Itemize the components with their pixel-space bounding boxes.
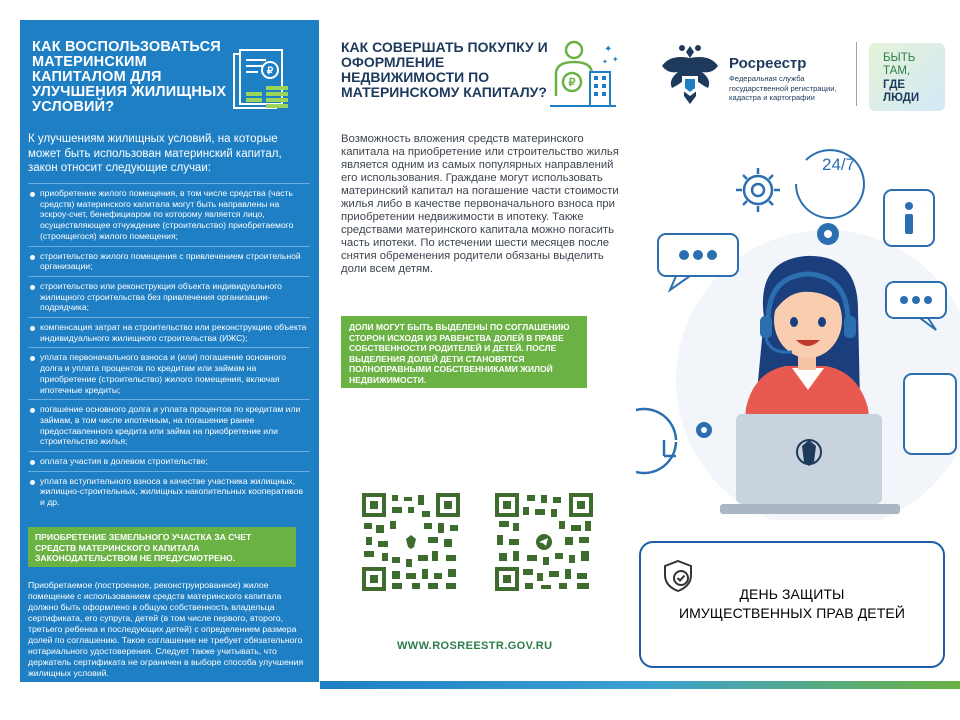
left-panel-title: КАК ВОСПОЛЬЗОВАТЬСЯ МАТЕРИНСКИМ КАПИТАЛОМ ДЛЯ УЛУЧШЕНИЯ ЖИЛИЩНЫХ УСЛОВИЙ? xyxy=(32,39,227,115)
svg-text:₽: ₽ xyxy=(568,77,576,89)
rosreestr-eagle-logo xyxy=(658,40,722,110)
qr-logo xyxy=(399,530,423,554)
card-title-line-2: ИМУЩЕСТВЕННЫХ ПРАВ ДЕТЕЙ xyxy=(679,605,905,621)
slogan-line: ГДЕ xyxy=(883,79,906,91)
left-bottom-text: Приобретаемое (построенное, реконструированное) жилое помещение с использованием средств материнского капитала должно быть оформлено в общую собственность владельца сертификата, его супруга, детей (в том числе первого, второго, третьего ребенка и последующих детей) с определением размера долей по соглашению. Такое соглашение не требует обязательного нотариального удостоверения. Следует также учитывать, что держатель сертификата не ограничен в выборе способа улучшения жилищных условий. xyxy=(28,580,304,678)
list-item: приобретение жилого помещения, в том числе средства (часть средств) материнского капитала могут быть направлены на эскроу-счет, бенефициаром по которому является лицо, осуществляющее отчуждение (строительство) приобретаемого (строящегося) жилого помещения; xyxy=(28,183,310,246)
org-subtitle: Федеральная служба государственной регистрации, кадастра и картографии xyxy=(729,74,837,102)
list-item: компенсация затрат на строительство или реконструкцию объекта индивидуального жилищного строительства (ИЖС); xyxy=(28,317,310,347)
list-item: строительство жилого помещения с привлечением строительной организации; xyxy=(28,246,310,276)
list-item: строительство или реконструкция объекта индивидуального жилищного строительства без привлечения организации-подрядчика; xyxy=(28,276,310,317)
list-item: уплата первоначального взноса и (или) погашение основного долга и уплата процентов по кредитам или займам на приобретение (строительство) жилого помещения, включая ипотечные кредиты; xyxy=(28,347,310,399)
svg-text:✦: ✦ xyxy=(602,58,608,66)
shares-notice: ДОЛИ МОГУТ БЫТЬ ВЫДЕЛЕНЫ ПО СОГЛАШЕНИЮ СТОРОН ИСХОДЯ ИЗ РАВЕНСТВА ДОЛЕЙ В ПРАВЕ СОБСТВЕННОСТИ РОДИТЕЛЕЙ И ДЕТЕЙ. ПОСЛЕ ВЫДЕЛЕНИЯ ДОЛЕЙ ДЕТИ СТАНОВЯТСЯ ПОЛНОПРАВНЫМИ СОБСТВЕННИКАМИ ЖИЛОЙ НЕДВИЖИМОСТИ. xyxy=(341,316,587,388)
header-divider xyxy=(856,42,857,106)
laptop-icon xyxy=(720,414,900,514)
middle-body-text: Возможность вложения средств материнского капитала на приобретение или строительство жилья является одним из самых популярных направлений его использования. Граждане могут использовать материнский капитал на погашение части стоимости жилья либо в качестве первоначального взноса при приобретении недвижимости в ипотеку. Также средствами материнского капитала можно погасить часть ипотеки. По истечении шести месяцев после снятия обременения родители обязаны выделить доли всем детям. xyxy=(341,133,619,275)
qr-logo xyxy=(532,530,556,554)
list-item: погашение основного долга и уплата процентов по кредитам или займам, в том числе ипотечным, на погашение ранее предоставленного кредита или займа на приобретение или строительство жилья; xyxy=(28,399,310,451)
qr-code[interactable] xyxy=(495,493,593,591)
land-plot-notice: ПРИОБРЕТЕНИЕ ЗЕМЕЛЬНОГО УЧАСТКА ЗА СЧЕТ СРЕДСТВ МАТЕРИНСКОГО КАПИТАЛА ЗАКОНОДАТЕЛЬСТВОМ НЕ ПРЕДУСМОТРЕНО. xyxy=(28,527,296,567)
document-ruble-icon xyxy=(232,48,292,114)
qr-code[interactable] xyxy=(362,493,460,591)
person-ruble-building-icon xyxy=(546,38,620,110)
org-name: Росреестр xyxy=(729,55,807,72)
svg-text:✦: ✦ xyxy=(612,55,619,64)
telegram-icon xyxy=(535,533,553,551)
list-item: оплата участия в долевом строительстве; xyxy=(28,451,310,471)
improvement-cases-list xyxy=(28,183,310,512)
gear-icon xyxy=(736,168,780,212)
slogan-line: БЫТЬ xyxy=(883,52,916,64)
bottom-gradient-strip xyxy=(320,681,960,689)
svg-text:✦: ✦ xyxy=(604,44,613,55)
info-icon xyxy=(884,190,934,246)
svg-text:₽: ₽ xyxy=(266,66,274,77)
gear-tiny-icon xyxy=(696,422,712,438)
gear-small-icon xyxy=(817,223,839,245)
slogan-line: ЛЮДИ xyxy=(883,92,920,104)
list-item: уплата вступительного взноса в качестве участника жилищных, жилищно-строительных, жилищных накопительных кооперативов и др. xyxy=(28,471,310,512)
slogan-badge xyxy=(869,43,945,111)
slogan-line: ТАМ, xyxy=(883,65,911,77)
left-info-panel xyxy=(20,20,319,682)
card-title-line-1: ДЕНЬ ЗАЩИТЫ xyxy=(739,586,845,602)
support-operator-illustration xyxy=(636,140,960,520)
child-rights-card xyxy=(639,541,945,668)
emblem-icon xyxy=(402,533,420,551)
middle-title: КАК СОВЕРШАТЬ ПОКУПКУ И ОФОРМЛЕНИЕ НЕДВИЖИМОСТИ ПО МАТЕРИНСКОМУ КАПИТАЛУ? xyxy=(341,39,548,100)
website-link[interactable]: WWW.ROSREESTR.GOV.RU xyxy=(397,640,553,652)
clock-icon xyxy=(636,409,676,473)
left-intro-text: К улучшениям жилищных условий, на которые может быть использован материнский капитал, закон относит следующие случаи: xyxy=(28,133,282,174)
label-24-7: 24/7 xyxy=(822,155,856,174)
